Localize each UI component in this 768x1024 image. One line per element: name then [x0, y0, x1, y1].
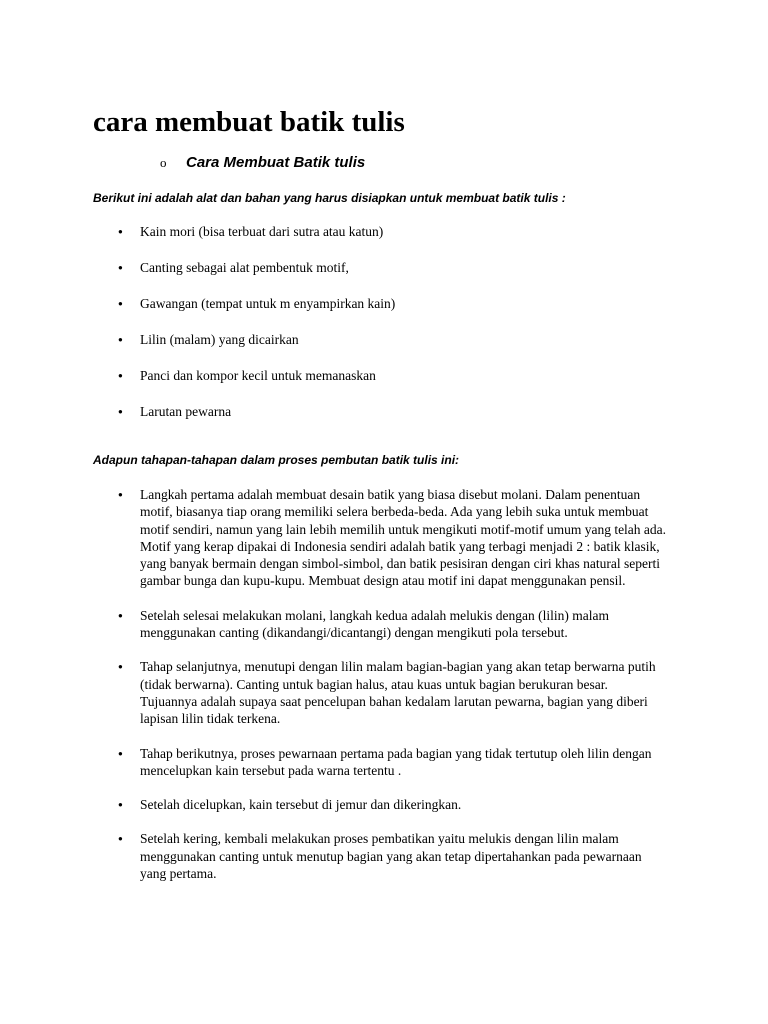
list-item: ● Lilin (malam) yang dicairkan — [118, 331, 578, 348]
document-title: cara membuat batik tulis — [93, 106, 405, 138]
list-item: ● Canting sebagai alat pembentuk motif, — [118, 259, 578, 276]
list-item: ● Setelah dicelupkan, kain tersebut di jemur dan dikeringkan. — [118, 796, 668, 813]
steps-list — [118, 486, 668, 899]
steps-intro: Adapun tahapan-tahapan dalam proses pembutan batik tulis ini: — [93, 453, 460, 467]
hollow-bullet-icon: o — [160, 155, 167, 170]
list-item: ● Setelah kering, kembali melakukan proses pembatikan yaitu melukis dengan lilin malam menggunakan canting untuk menutup bagian yang akan tetap dipertahankan pada pewarnaan yang pertama. — [118, 830, 668, 882]
list-item: ● Langkah pertama adalah membuat desain batik yang biasa disebut molani. Dalam penentuan motif, biasanya tiap orang memiliki selera berbeda-beda. Ada yang lebih suka untuk membuat motif sendiri, namun yang lain lebih memilih untuk mengikuti motif-motif umum yang telah ada. Motif yang kerap dipakai di Indonesia sendiri adalah batik yang terbagi menjadi 2 : batik klasik, yang banyak bermain dengan simbol-simbol, dan batik pesisiran dengan ciri khas natural seperti gambar bunga dan kupu-kupu. Membuat design atau motif ini dapat menggunakan pensil. — [118, 486, 668, 590]
list-item: ● Gawangan (tempat untuk m enyampirkan kain) — [118, 295, 578, 312]
list-item: ● Setelah selesai melakukan molani, langkah kedua adalah melukis dengan (lilin) malam menggunakan canting (dikandangi/dicantangi) dengan mengikuti pola tersebut. — [118, 607, 668, 642]
list-item: ● Larutan pewarna — [118, 403, 578, 420]
tools-list — [118, 223, 578, 440]
list-item: ● Kain mori (bisa terbuat dari sutra atau katun) — [118, 223, 578, 240]
subheading — [160, 152, 365, 174]
list-item: ● Panci dan kompor kecil untuk memanaskan — [118, 367, 578, 384]
list-item: ● Tahap berikutnya, proses pewarnaan pertama pada bagian yang tidak tertutup oleh lilin dengan mencelupkan kain tersebut pada warna tertentu . — [118, 745, 668, 780]
tools-intro: Berikut ini adalah alat dan bahan yang harus disiapkan untuk membuat batik tulis : — [93, 191, 566, 205]
list-item: ● Tahap selanjutnya, menutupi dengan lilin malam bagian-bagian yang akan tetap berwarna putih (tidak berwarna). Canting untuk bagian halus, atau kuas untuk bagian berukuran besar. Tujuannya adalah supaya saat pencelupan bahan kedalam larutan pewarna, bagian yang diberi lapisan lilin tidak terkena. — [118, 658, 668, 727]
subheading-text: Cara Membuat Batik tulis — [186, 154, 366, 171]
